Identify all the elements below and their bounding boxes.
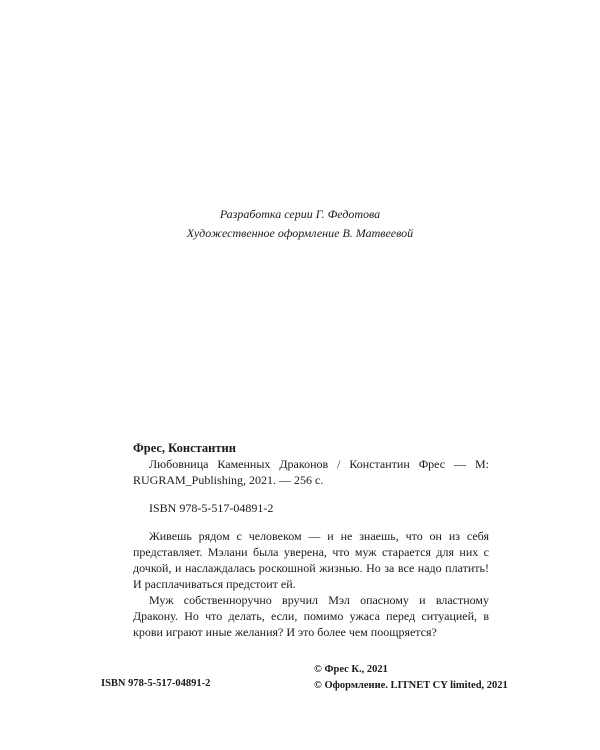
series-design-credit: Разработка серии Г. Федотова <box>219 207 381 221</box>
bibliographic-record <box>133 440 489 640</box>
credits-block <box>0 205 600 243</box>
copyright-author: © Фрес К., 2021 <box>314 664 388 675</box>
copyright-block <box>314 662 508 694</box>
record-isbn: ISBN 978-5-517-04891-2 <box>149 501 274 515</box>
art-design-credit: Художественное оформление В. Матвеевой <box>186 226 414 240</box>
footer-isbn: ISBN 978-5-517-04891-2 <box>101 678 211 689</box>
annotation-paragraph-1: Живешь рядом с человеком — и не знаешь, что он из себя представляет. Мэлани была уверена, что муж старается для них с дочкой, и наслаждалась роскошной жизнью. Но за все надо платить! И расплачиваться предстоит ей. <box>133 529 489 591</box>
catalog-record: Любовница Каменных Драконов / Константин Фрес — М: RUGRAM_Publishing, 2021. — 256 с. <box>133 457 489 487</box>
copyright-design: © Оформление. LITNET CY limited, 2021 <box>314 680 508 691</box>
annotation <box>133 528 489 640</box>
author-heading: Фрес, Константин <box>133 441 236 455</box>
annotation-paragraph-2: Муж собственноручно вручил Мэл опасному и властному Дракону. Но что делать, если, помимо ужаса перед ситуацией, в крови играют иные желания? И это более чем поощряется? <box>133 593 489 639</box>
